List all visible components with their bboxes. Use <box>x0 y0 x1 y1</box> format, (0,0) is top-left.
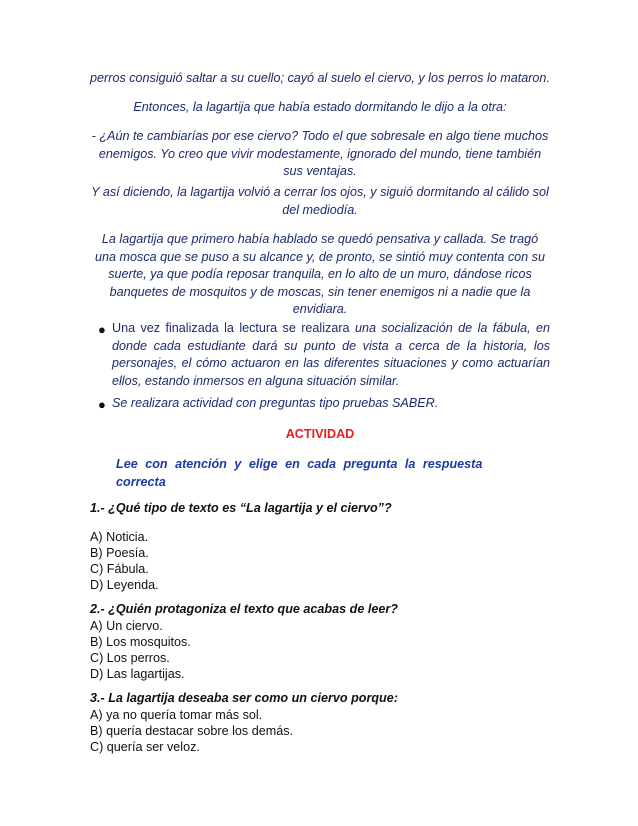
bullet-text-plain: Una vez finalizada la lectura se realizara <box>112 321 355 335</box>
bullet-item-actividad <box>112 395 550 413</box>
question-2-option-d: D) Las lagartijas. <box>90 667 185 681</box>
activity-heading: ACTIVIDAD <box>285 427 355 441</box>
story-line-2: Entonces, la lagartija que había estado dormitando le dijo a la otra: <box>133 100 507 114</box>
question-1: 1.- ¿Qué tipo de texto es “La lagartija y el ciervo”? <box>90 501 392 515</box>
question-3: 3.- La lagartija deseaba ser como un ciervo porque: <box>90 691 398 705</box>
bullet-text <box>112 320 550 390</box>
question-1-option-b: B) Poesía. <box>90 546 149 560</box>
bullet-icon: ● <box>98 322 106 337</box>
bullet-text: Se realizara actividad con preguntas tipo pruebas SABER. <box>112 396 439 410</box>
story-paragraph-3: - ¿Aún te cambiarías por ese ciervo? Todo el que sobresale en algo tiene muchos enemigos. Yo creo que vivir modestamente, ignorado del mundo, tiene también sus ventajas. <box>91 129 549 178</box>
question-2: 2.- ¿Quién protagoniza el texto que acabas de leer? <box>90 602 398 616</box>
bullet-item-socializacion <box>112 320 550 390</box>
activity-instruction: Lee con atención y elige en cada pregunta la respuesta correcta <box>116 457 483 489</box>
question-3-option-a: A) ya no quería tomar más sol. <box>90 708 263 722</box>
story-paragraph-5: La lagartija que primero había hablado se quedó pensativa y callada. Se tragó una mosca que se puso a su alcance y, de pronto, se sintió muy contenta con su suerte, ya que podía reposar tranquila, en lo alto de un muro, dándose ricos banquetes de mosquitos y de moscas, sin tener enemigos ni a nadie que la envidiara. <box>95 232 545 316</box>
story-paragraph-4: Y así diciendo, la lagartija volvió a cerrar los ojos, y siguió dormitando al cálido sol del mediodía. <box>91 185 549 217</box>
question-1-option-c: C) Fábula. <box>90 562 149 576</box>
bullet-icon: ● <box>98 397 106 412</box>
story-line-1: perros consiguió saltar a su cuello; cayó al suelo el ciervo, y los perros lo mataron. <box>90 71 550 85</box>
question-2-option-b: B) Los mosquitos. <box>90 635 191 649</box>
question-2-option-c: C) Los perros. <box>90 651 170 665</box>
bullet-text-italic: una socialización de la fábula, en donde cada estudiante dará su punto de vista a cerca de la historia, los personajes, el cómo actuaron en las diferentes situaciones y como actuarían ellos, estando inmersos en alguna situación similar. <box>112 321 550 388</box>
question-1-option-d: D) Leyenda. <box>90 578 159 592</box>
question-2-option-a: A) Un ciervo. <box>90 619 163 633</box>
question-3-option-c: C) quería ser veloz. <box>90 740 200 754</box>
question-3-option-b: B) quería destacar sobre los demás. <box>90 724 294 738</box>
question-1-option-a: A) Noticia. <box>90 530 149 544</box>
